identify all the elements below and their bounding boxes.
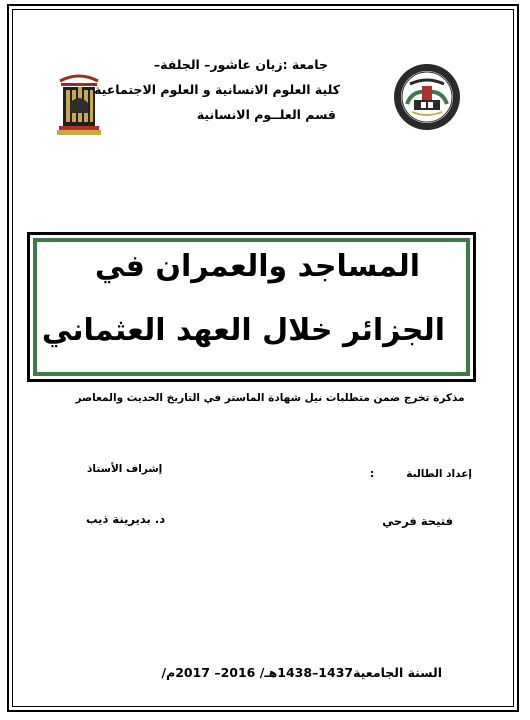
- student-name: فتيحة فرحي: [382, 514, 453, 528]
- university-seal-logo: [392, 62, 462, 132]
- institution-header: [94, 52, 340, 127]
- thesis-title-line-1: المساجد والعمران في: [94, 249, 420, 284]
- faculty-name: كلية العلوم الانسانية و العلوم الاجتماعية: [94, 82, 340, 97]
- thesis-title-box: [27, 232, 476, 382]
- university-name: جامعة :زيان عاشور– الجلفة–: [153, 57, 328, 72]
- student-colon: :: [370, 468, 375, 480]
- supervisor-label: إشراف الأستاذ: [87, 463, 163, 475]
- student-label: إعداد الطالبة: [406, 468, 472, 480]
- thesis-title-line-2: الجزائر خلال العهد العثماني: [41, 313, 445, 348]
- thesis-subtitle: مذكرة تخرج ضمن متطلبات نيل شهادة الماستر في التاريخ الحديث والمعاصر: [75, 392, 465, 404]
- supervisor-name: د. بديرينة ذيب: [86, 512, 166, 526]
- department-name: قسم العلــوم الانسانية: [196, 107, 336, 122]
- academic-year: السنة الجامعية1437–1438هـ/ 2016– 2017م/: [161, 665, 442, 680]
